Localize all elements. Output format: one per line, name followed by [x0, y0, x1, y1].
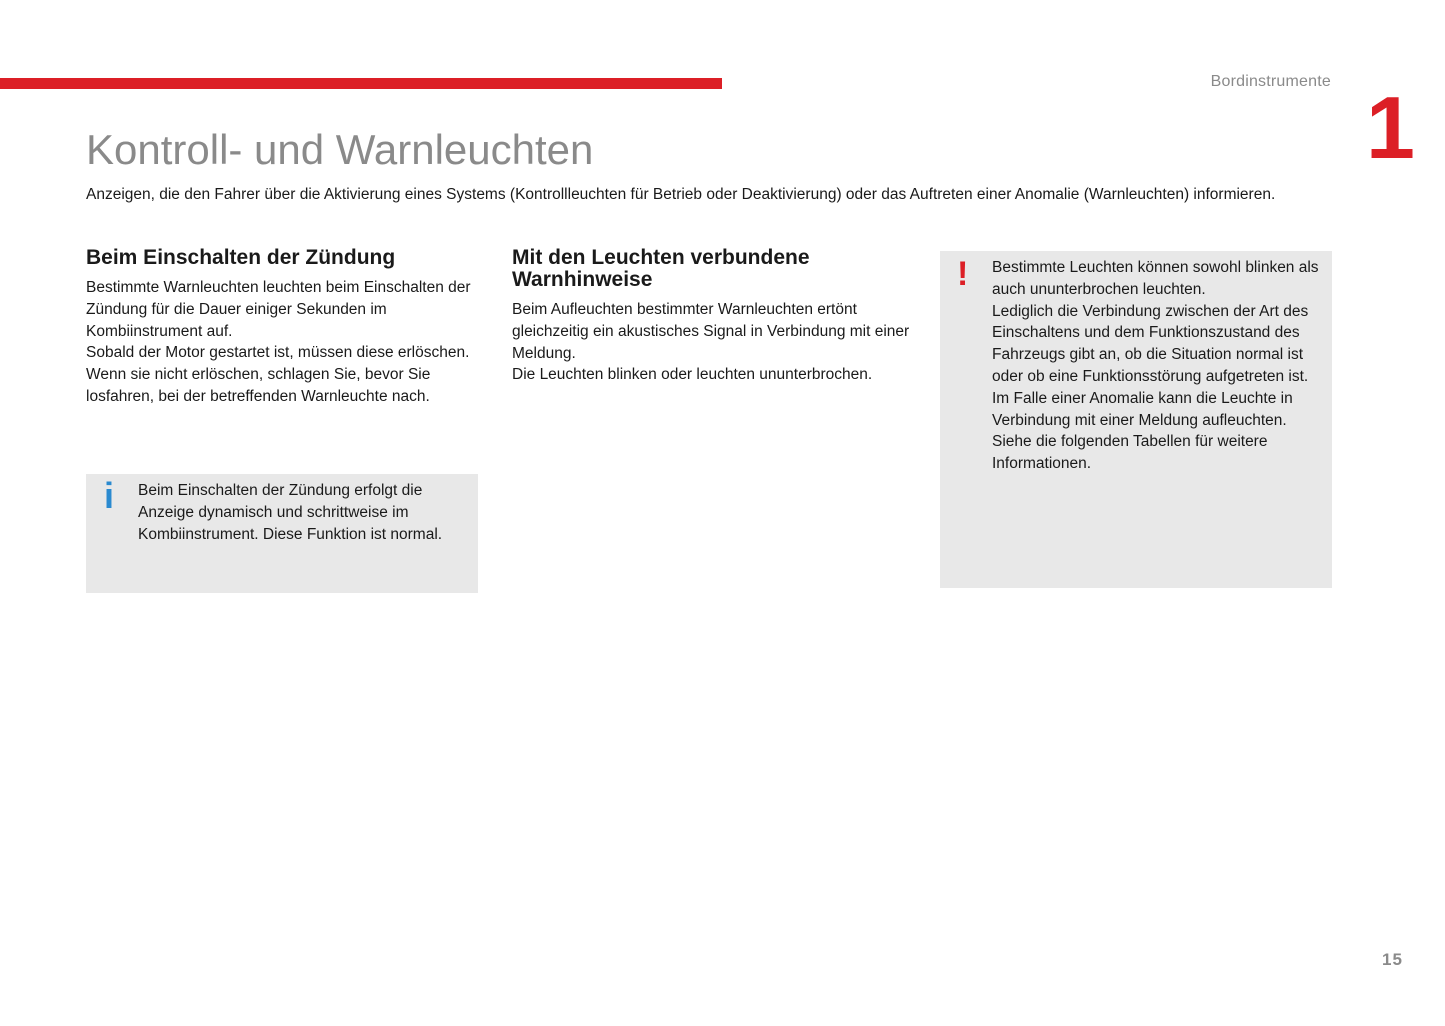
chapter-number: 1 — [1366, 78, 1415, 177]
page-title: Kontroll- und Warnleuchten — [86, 126, 594, 173]
info-icon: i — [104, 475, 115, 516]
info-box-text: Beim Einschalten der Zündung erfolgt die Anzeige dynamisch und schrittweise im Kombiinstrument. Diese Funktion ist normal. — [138, 482, 443, 543]
column-ignition — [86, 247, 486, 408]
section-label: Bordinstrumente — [1210, 73, 1331, 90]
warning-box — [940, 251, 1332, 588]
column-ignition-paragraph: Bestimmte Warnleuchten leuchten beim Einschalten der Zündung für die Dauer einiger Sekunden im Kombiinstrument auf. — [86, 279, 471, 340]
exclamation-icon: ! — [957, 255, 969, 293]
intro-text: Anzeigen, die den Fahrer über die Aktivierung eines Systems (Kontrollleuchten für Betrieb oder Deaktivierung) oder das Auftreten einer Anomalie (Warnleuchten) informieren. — [86, 186, 1276, 203]
info-box — [86, 474, 478, 593]
column-warnings-paragraph: Die Leuchten blinken oder leuchten ununterbrochen. — [512, 366, 873, 384]
header-accent-bar — [0, 78, 722, 89]
warning-box-text — [992, 257, 1322, 475]
column-warnings-paragraph: Beim Aufleuchten bestimmter Warnleuchten ertönt gleichzeitig ein akustisches Signal in Verbindung mit einer Meldung. — [512, 301, 910, 362]
column-ignition-heading: Beim Einschalten der Zündung — [86, 246, 396, 269]
column-ignition-paragraph: Wenn sie nicht erlöschen, schlagen Sie, bevor Sie losfahren, bei der betreffenden Warnleuchte nach. — [86, 366, 431, 405]
page-number: 15 — [1382, 950, 1403, 969]
column-warnings-heading: Mit den Leuchten verbundene Warnhinweise — [512, 246, 810, 291]
warning-box-paragraph: Siehe die folgenden Tabellen für weitere Informationen. — [992, 433, 1268, 473]
warning-box-paragraph: Bestimmte Leuchten können sowohl blinken als auch ununterbrochen leuchten. — [992, 259, 1319, 298]
column-ignition-paragraph: Sobald der Motor gestartet ist, müssen diese erlöschen. — [86, 344, 470, 362]
warning-box-paragraph: Lediglich die Verbindung zwischen der Art des Einschaltens und dem Funktionszustand des Fahrzeugs gibt an, ob die Situation normal ist oder ob eine Funktionsstörung aufgetreten ist. Im Falle einer Anomalie kann die Leuchte in Verbindung mit einer Meldung aufleuchten. — [992, 302, 1309, 429]
column-warnings — [512, 247, 912, 386]
